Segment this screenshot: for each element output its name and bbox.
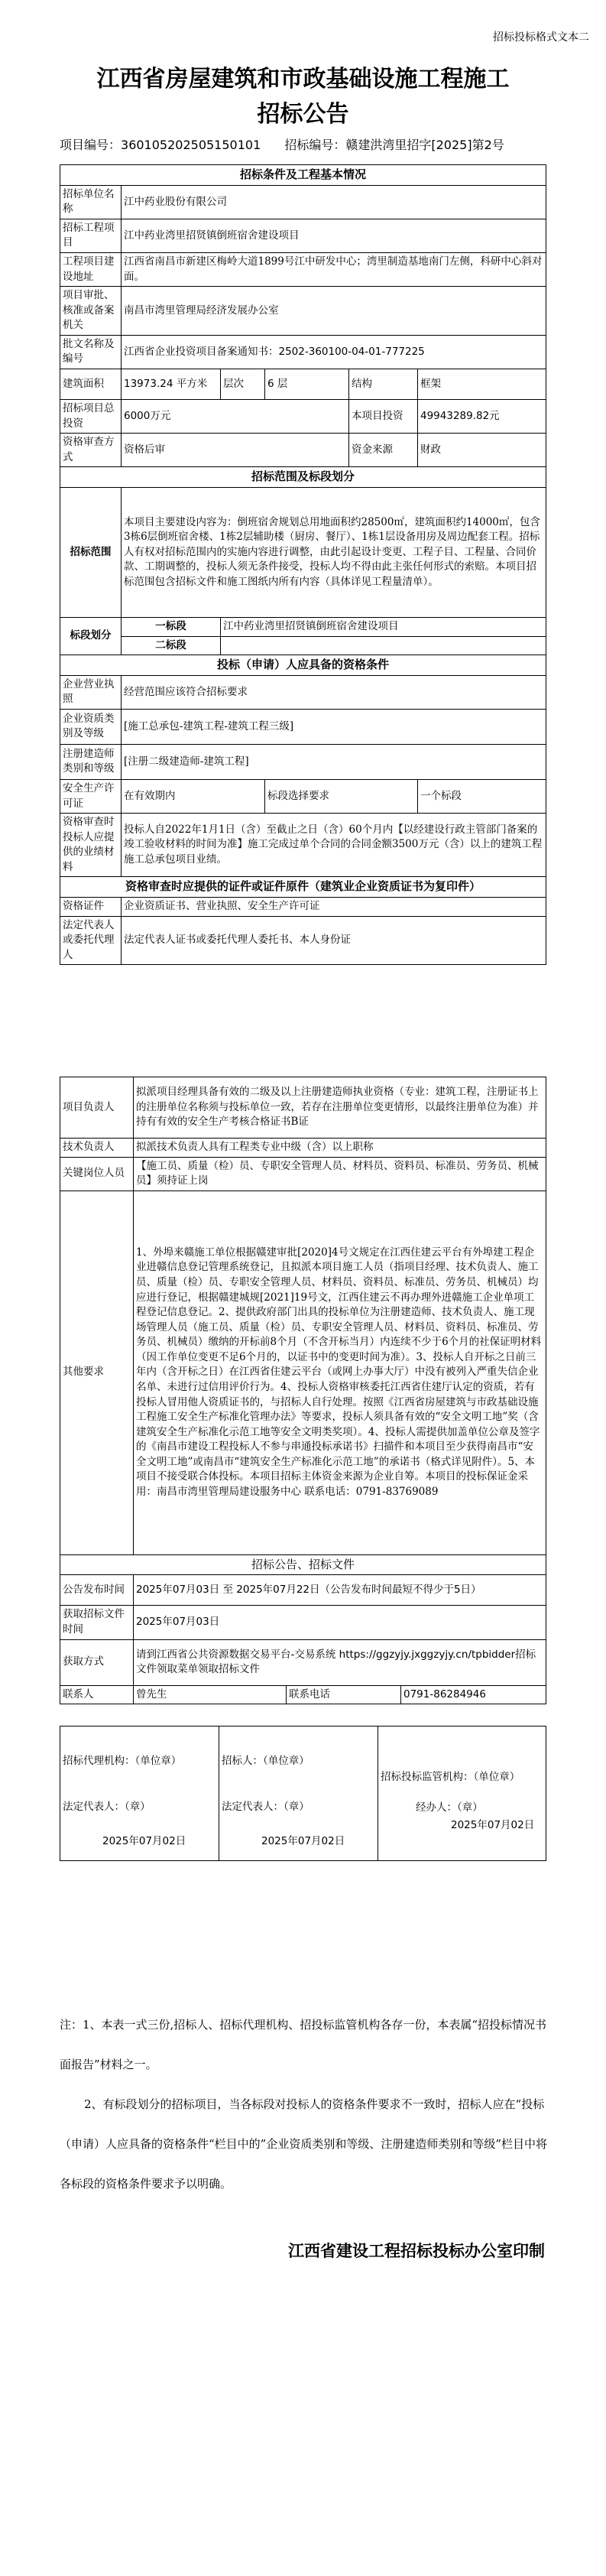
section-title: 投标（申请）人应具备的资格条件 xyxy=(60,655,546,676)
form-tag: 招标投标格式文本二 xyxy=(493,31,589,44)
supervisor-seal-label: 招标投标监管机构：（单位章） xyxy=(381,1771,520,1784)
field-label: 企业营业执照 xyxy=(60,675,122,709)
field-label: 工程项目建设地址 xyxy=(60,253,122,287)
business-license: 经营范围应该符合招标要求 xyxy=(122,675,546,709)
publish-period: 2025年07月03日 至 2025年07月22日（公告发布时间最短不得少于5日） xyxy=(134,1575,546,1606)
structure: 框架 xyxy=(418,369,546,399)
qualification: [施工总承包-建筑工程-建筑工程三级] xyxy=(122,709,546,744)
other-requirements: 1、外埠来赣施工单位根据赣建审批[2020]4号文规定在江西住建云平台有外埠建工程企业进赣信息登记管理系统登记，且拟派本项目施工人员（指项目经理、技术负责人、施工员、质量（检）员、专职安全管理人员、材料员、资料员、标准员、劳务员、机械员）均应进行登记，根据赣建城规[2021]19号文，江西住建云不再办理外进赣施工企业单项工程登记信息登记。2、提供政府部门出具的投标单位为注册建造师、技术负责人、施工现场管理人员（施工员、质量（检）员、专职安全管理人员、材料员、资料员、标准员、劳务员、机械员）缴纳的开标前8个月（不含开标当月）内连续不少于6个月的社保证明材料（因工作单位变更不足6个月的，以证书中的变更时间为准）。3、投标人自开标之日前三年内（含开标之日）在江西省住建云平台（或网上办事大厅）中没有被列入严重失信企业名单、未进行过信用评价行为。4、投标人资格审核委托江西省住建厅认定的资质，若有投标人冒用他人资质证书的，与招标人自行处理。按照《江西省房屋建筑与市政基础设施工程施工安全生产标准化管理办法》等要求，投标人须具备有效的“安全文明工地”奖（含建筑安全生产标准化示范工地等安全文明类奖项）。4、投标人需提供加盖单位公章及签字的《南昌市建设工程投标人不参与串通投标承诺书》扫描件和本项目至少获得南昌市“安全文明工地”或南昌市“建筑安全生产标准化示范工地”的承诺书（格式详见附件）。5、本项目不接受联合体投标。本项目招标主体资金来源为企业自筹。本项目的投标保证金采用：南昌市湾里管理局建设服务中心 联系电话：0791-83769089 xyxy=(134,1191,546,1554)
project-no: 360105202505150101 xyxy=(121,138,261,152)
agency-legal-label: 法定代表人：（章） xyxy=(63,1800,151,1813)
approval-document: 江西省企业投资项目备案通知书：2502-360100-04-01-777225 xyxy=(122,335,546,369)
lot-1-name: 江中药业湾里招贤镇倒班宿舍建设项目 xyxy=(221,617,546,636)
obtain-method: 请到江西省公共资源数据交易平台-交易系统 https://ggzyjy.jxggzyjy.cn/tpbidder招标文件领取菜单领取招标文件 xyxy=(134,1639,546,1685)
key-staff-req: 【施工员、质量（检）员、专职安全管理人员、材料员、资料员、标准员、劳务员、机械员】须持证上岗 xyxy=(134,1157,546,1191)
field-label: 标段划分 xyxy=(60,617,122,655)
signature-table xyxy=(60,1726,546,1861)
field-label: 公告发布时间 xyxy=(60,1575,134,1606)
agency-signature xyxy=(60,1727,219,1861)
registered-builder: [注册二级建造师-建筑工程] xyxy=(122,744,546,779)
page-subtitle: 招标公告 xyxy=(257,101,349,128)
authorization: 法定代表人证书或委托代理人委托书、本人身份证 xyxy=(122,916,546,965)
field-label: 资格审查时投标人应提供的业绩材料 xyxy=(60,814,122,877)
project-manager-req: 拟派项目经理具备有效的二级及以上注册建造师执业资格（专业：建筑工程，注册证书上的注册单位名称须与投标单位一致，若存在注册单位变更情形，以最终注册单位为准）并持有有效的安全生产考核合格证书B证 xyxy=(134,1077,546,1139)
field-label: 招标项目总投资 xyxy=(60,399,122,433)
agency-date: 2025年07月02日 xyxy=(102,1835,186,1848)
bid-no: 赣建洪湾里招字[2025]第2号 xyxy=(345,138,504,152)
note-2: 2、有标段划分的招标项目，当各标段对投标人的资格条件要求不一致时，招标人应在“投标（申请）人应具备的资格条件“栏目中的”企业资质类别和等级、注册建造师类别和等级”栏目中将各标段的资格条件要求予以明确。 xyxy=(60,2097,548,2191)
building-area: 13973.24 平方米 xyxy=(122,369,221,399)
project-meta xyxy=(60,135,549,153)
section-title: 招标条件及工程基本情况 xyxy=(60,165,546,186)
performance-requirement: 投标人自2022年1月1日（含）至截止之日（含）60个月内【以经建设行政主管部门备案的竣工验收材料的时间为准】施工完成过单个合同的合同金额3500万元（含）以上的建筑工程施工总承包项目业绩。 xyxy=(122,814,546,877)
section-title: 招标公告、招标文件 xyxy=(60,1554,546,1575)
page-title: 江西省房屋建筑和市政基础设施工程施工 xyxy=(96,66,510,93)
note-1: 注：1、本表一式三份,招标人、招标代理机构、招投标监管机构各存一份，本表属“招投标情况书面报告”材料之一。 xyxy=(60,2018,546,2071)
approval-authority: 南昌市湾里管理局经济发展办公室 xyxy=(122,287,546,336)
contact-phone: 0791-86284946 xyxy=(401,1685,546,1704)
tech-lead-req: 拟派技术负责人具有工程类专业中级（含）以上职称 xyxy=(134,1139,546,1158)
project-name: 江中药业湾里招贤镇倒班宿舍建设项目 xyxy=(122,219,546,252)
field-label: 获取招标文件时间 xyxy=(60,1606,134,1639)
supervisor-signature xyxy=(378,1727,546,1861)
tenderer-signature xyxy=(219,1727,378,1861)
fund-source: 财政 xyxy=(418,434,546,467)
certificates: 企业资质证书、营业执照、安全生产许可证 xyxy=(122,898,546,917)
field-label: 项目审批、核准或备案机关 xyxy=(60,287,122,336)
lot-label: 二标段 xyxy=(122,636,221,655)
field-label: 招标单位名称 xyxy=(60,185,122,219)
review-method: 资格后审 xyxy=(122,434,349,467)
field-label: 层次 xyxy=(221,369,265,399)
field-label: 注册建造师类别和等级 xyxy=(60,744,122,779)
section-title: 资格审查时应提供的证件或证件原件（建筑业企业资质证书为复印件） xyxy=(60,877,546,898)
floors: 6 层 xyxy=(265,369,349,399)
field-label: 招标范围 xyxy=(60,487,122,617)
lot-2-name xyxy=(221,636,546,655)
project-investment: 49943289.82元 xyxy=(418,399,546,433)
field-label: 获取方式 xyxy=(60,1639,134,1685)
field-label: 安全生产许可证 xyxy=(60,779,122,813)
field-label: 批文名称及编号 xyxy=(60,335,122,369)
field-label: 建筑面积 xyxy=(60,369,122,399)
tenderer-name: 江中药业股份有限公司 xyxy=(122,185,546,219)
field-label: 企业资质类别及等级 xyxy=(60,709,122,744)
field-label: 联系电话 xyxy=(287,1685,401,1704)
field-label: 法定代表人或委托代理人 xyxy=(60,916,122,965)
obtain-time: 2025年07月03日 xyxy=(134,1606,546,1639)
handler-label: 经办人：（章） xyxy=(416,1801,483,1814)
field-label: 结构 xyxy=(349,369,418,399)
tenderer-date: 2025年07月02日 xyxy=(261,1835,345,1848)
contact-person: 曾先生 xyxy=(134,1685,287,1704)
lot-label: 一标段 xyxy=(122,617,221,636)
footer-printer: 江西省建设工程招标投标办公室印制 xyxy=(288,2241,545,2260)
tenderer-seal-label: 招标人：（单位章） xyxy=(222,1755,309,1768)
lot-selection: 一个标段 xyxy=(418,779,546,813)
field-label: 技术负责人 xyxy=(60,1139,134,1158)
agency-seal-label: 招标代理机构：（单位章） xyxy=(63,1755,182,1768)
supervisor-date: 2025年07月02日 xyxy=(451,1819,535,1832)
personnel-table xyxy=(60,1077,546,1704)
field-label: 资金来源 xyxy=(349,434,418,467)
safety-license: 在有效期内 xyxy=(122,779,265,813)
total-investment: 6000万元 xyxy=(122,399,349,433)
field-label: 标段选择要求 xyxy=(265,779,418,813)
field-label: 资格审查方式 xyxy=(60,434,122,467)
project-location: 江西省南昌市新建区梅岭大道1899号江中研发中心；湾里制造基地南门左侧，科研中心斜对面。 xyxy=(122,253,546,287)
tenderer-legal-label: 法定代表人：（章） xyxy=(222,1800,309,1813)
field-label: 招标工程项目 xyxy=(60,219,122,252)
field-label: 项目负责人 xyxy=(60,1077,134,1139)
project-no-label: 项目编号： xyxy=(60,138,122,152)
bid-scope: 本项目主要建设内容为：倒班宿舍规划总用地面积约28500㎡，建筑面积约14000㎡，包含3栋6层倒班宿舍楼、1栋2层辅助楼（厨房、餐厅）、1栋1层设备用房及周边配套工程。招标人有权对招标范围内的实施内容进行调整，由此引起设计变更、工程子目、工程量、合同价款、工期调整的，投标人须无条件接受，投标人均不得由此主张任何形式的索赔。本项目招标范围包含招标文件和施工图纸内所有内容（具体详见工程量清单）。 xyxy=(122,487,546,617)
section-title: 招标范围及标段划分 xyxy=(60,467,546,488)
field-label: 本项目投资 xyxy=(349,399,418,433)
field-label: 关键岗位人员 xyxy=(60,1157,134,1191)
field-label: 其他要求 xyxy=(60,1191,134,1554)
bid-no-label: 招标编号： xyxy=(284,138,346,152)
field-label: 资格证件 xyxy=(60,898,122,917)
field-label: 联系人 xyxy=(60,1685,134,1704)
tender-info-table xyxy=(60,164,546,965)
